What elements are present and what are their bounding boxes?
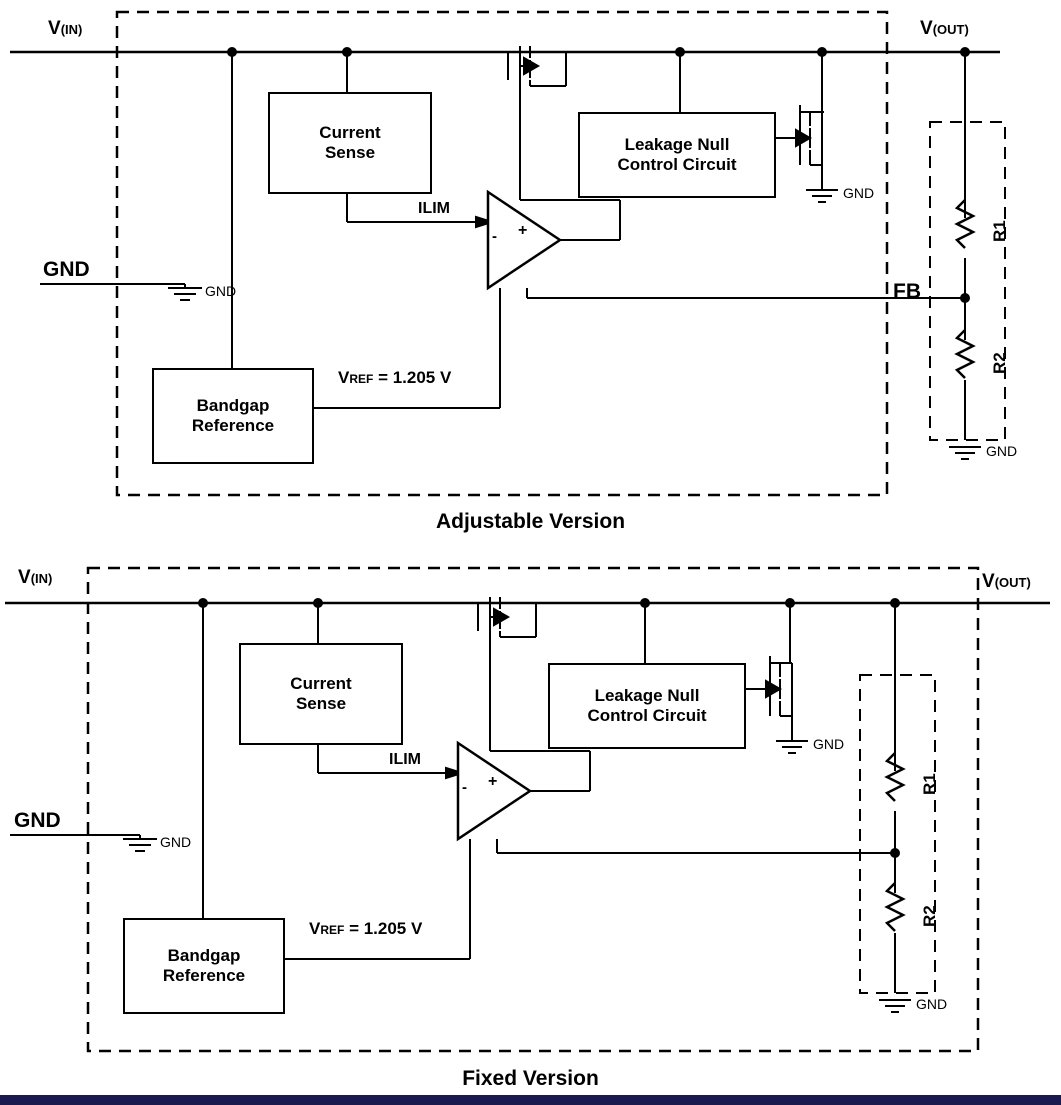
block-leakage-null-control-circuit: Leakage Null Control Circuit (578, 112, 776, 198)
amp-noninverting-input-label: + (518, 222, 528, 239)
block-current-sense: Current Sense (268, 92, 432, 194)
label-vref: VREF = 1.205 V (309, 919, 423, 938)
gnd-symbol-label-left: GND (160, 834, 192, 850)
label-vin: V(IN) (48, 18, 83, 39)
block-bandgap-reference: Bandgap Reference (123, 918, 285, 1014)
gnd-symbol-label-divider: GND (986, 443, 1018, 459)
caption-adjustable-version: Adjustable Version (435, 510, 626, 533)
label-ilim: ILIM (418, 200, 450, 217)
label-r1: R1 (990, 220, 1009, 242)
diagram-fixed-version (0, 555, 1061, 1095)
label-fb: FB (893, 280, 921, 303)
block-bandgap-reference: Bandgap Reference (152, 368, 314, 464)
fixed-schematic-svg (0, 555, 1061, 1095)
label-r1: R1 (920, 773, 939, 795)
amp-inverting-input-label: - (492, 228, 497, 245)
block-current-sense: Current Sense (239, 643, 403, 745)
gnd-symbol-label-leakage: GND (843, 185, 875, 201)
label-gnd-pin: GND (14, 809, 61, 832)
footer-bar (0, 1095, 1061, 1105)
label-vref: VREF = 1.205 V (338, 368, 452, 387)
label-r2: R2 (920, 905, 939, 927)
label-ilim: ILIM (389, 751, 421, 768)
amp-noninverting-input-label: + (488, 773, 498, 790)
diagram-adjustable-version (0, 0, 1061, 545)
label-gnd-pin: GND (43, 258, 90, 281)
gnd-symbol-label-left: GND (205, 283, 237, 299)
label-vout: V(OUT) (920, 18, 969, 39)
label-vin: V(IN) (18, 567, 53, 588)
label-vout: V(OUT) (982, 571, 1031, 592)
gnd-symbol-label-divider: GND (916, 996, 948, 1012)
caption-fixed-version: Fixed Version (462, 1067, 599, 1090)
gnd-symbol-label-leakage: GND (813, 736, 845, 752)
block-leakage-null-control-circuit: Leakage Null Control Circuit (548, 663, 746, 749)
amp-inverting-input-label: - (462, 779, 467, 796)
label-r2: R2 (990, 352, 1009, 374)
